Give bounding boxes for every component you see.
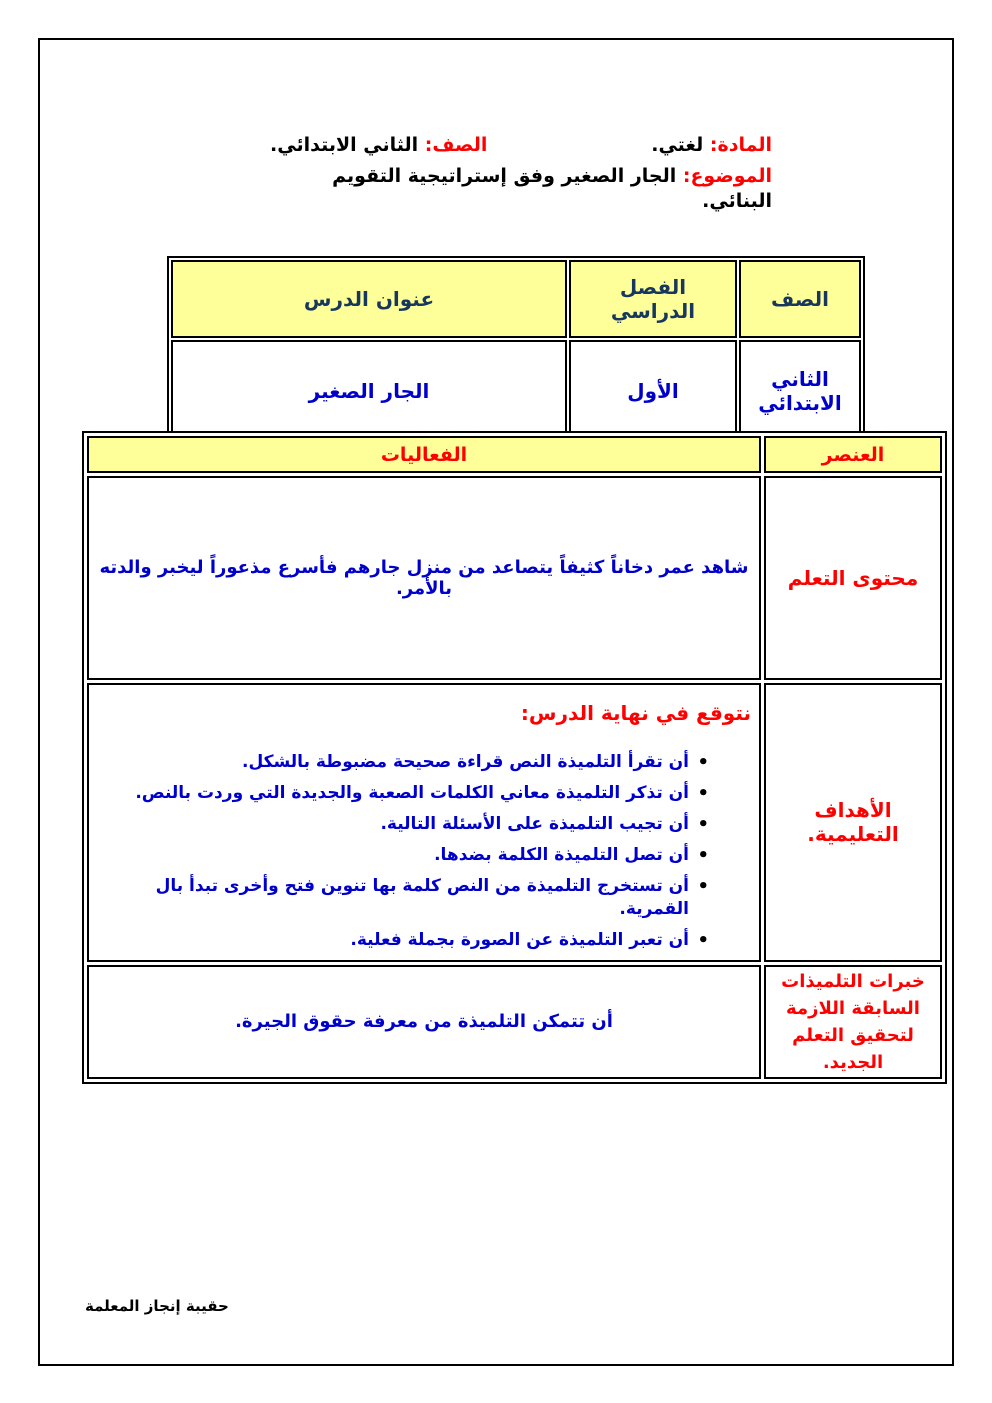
info-semester-value: الأول bbox=[569, 340, 737, 442]
subject-label: المادة: bbox=[709, 134, 772, 156]
subject-field bbox=[651, 133, 772, 159]
prior-activity-text: أن تتمكن التلميذة من معرفة حقوق الجيرة. bbox=[87, 965, 761, 1079]
header-line-1 bbox=[270, 133, 772, 159]
plan-table-header-row bbox=[87, 436, 942, 473]
info-table-value-row bbox=[171, 340, 861, 442]
plan-row-prior-experience bbox=[87, 965, 942, 1079]
plan-col-activities-header: الفعاليات bbox=[87, 436, 761, 473]
objective-item: • أن تذكر التلميذة معاني الكلمات الصعبة والجديدة التي وردت بالنص. bbox=[99, 782, 709, 805]
plan-row-objectives bbox=[87, 683, 942, 962]
objectives-activity-cell bbox=[87, 683, 761, 962]
info-col-semester-header: الفصل الدراسي bbox=[569, 260, 737, 338]
topic-label: الموضوع: bbox=[682, 164, 772, 187]
topic-value: الجار الصغير وفق إستراتيجية التقويم البنائي. bbox=[332, 164, 772, 213]
lesson-plan-table bbox=[82, 431, 947, 1084]
objectives-element-label: الأهداف التعليمية. bbox=[764, 683, 942, 962]
content-element-label: محتوى التعلم bbox=[764, 476, 942, 680]
info-title-value: الجار الصغير bbox=[171, 340, 567, 442]
info-col-title-header: عنوان الدرس bbox=[171, 260, 567, 338]
plan-row-content bbox=[87, 476, 942, 680]
info-grade-value: الثاني الابتدائي bbox=[739, 340, 861, 442]
content-activity-text: شاهد عمر دخاناً كثيفاً يتصاعد من منزل جارهم فأسرع مذعوراً ليخبر والدته بالأمر. bbox=[87, 476, 761, 680]
document-header bbox=[270, 133, 772, 215]
footer-text: حقيبة إنجاز المعلمة bbox=[85, 1297, 229, 1315]
header-line-2 bbox=[270, 164, 772, 215]
objectives-intro: نتوقع في نهاية الدرس: bbox=[520, 701, 751, 725]
info-col-grade-header: الصف bbox=[739, 260, 861, 338]
objective-item: • أن تصل التلميذة الكلمة بضدها. bbox=[99, 844, 709, 867]
grade-label: الصف: bbox=[424, 134, 488, 156]
grade-value: الثاني الابتدائي. bbox=[270, 134, 425, 156]
subject-value: لغتي. bbox=[651, 134, 710, 156]
objectives-list bbox=[93, 751, 753, 952]
objective-item: • أن تستخرج التلميذة من النص كلمة بها تنوين فتح وأخرى تبدأ بال القمرية. bbox=[99, 875, 709, 921]
objective-item: • أن تعبر التلميذة عن الصورة بجملة فعلية. bbox=[99, 929, 709, 952]
grade-field bbox=[270, 133, 487, 159]
objective-item: • أن تقرأ التلميذة النص قراءة صحيحة مضبوطة بالشكل. bbox=[99, 751, 709, 774]
lesson-info-table bbox=[167, 256, 865, 446]
plan-col-element-header: العنصر bbox=[764, 436, 942, 473]
objective-item: • أن تجيب التلميذة على الأسئلة التالية. bbox=[99, 813, 709, 836]
prior-element-label: خبرات التلميذات السابقة اللازمة لتحقيق التعلم الجديد. bbox=[764, 965, 942, 1079]
info-table-header-row bbox=[171, 260, 861, 338]
